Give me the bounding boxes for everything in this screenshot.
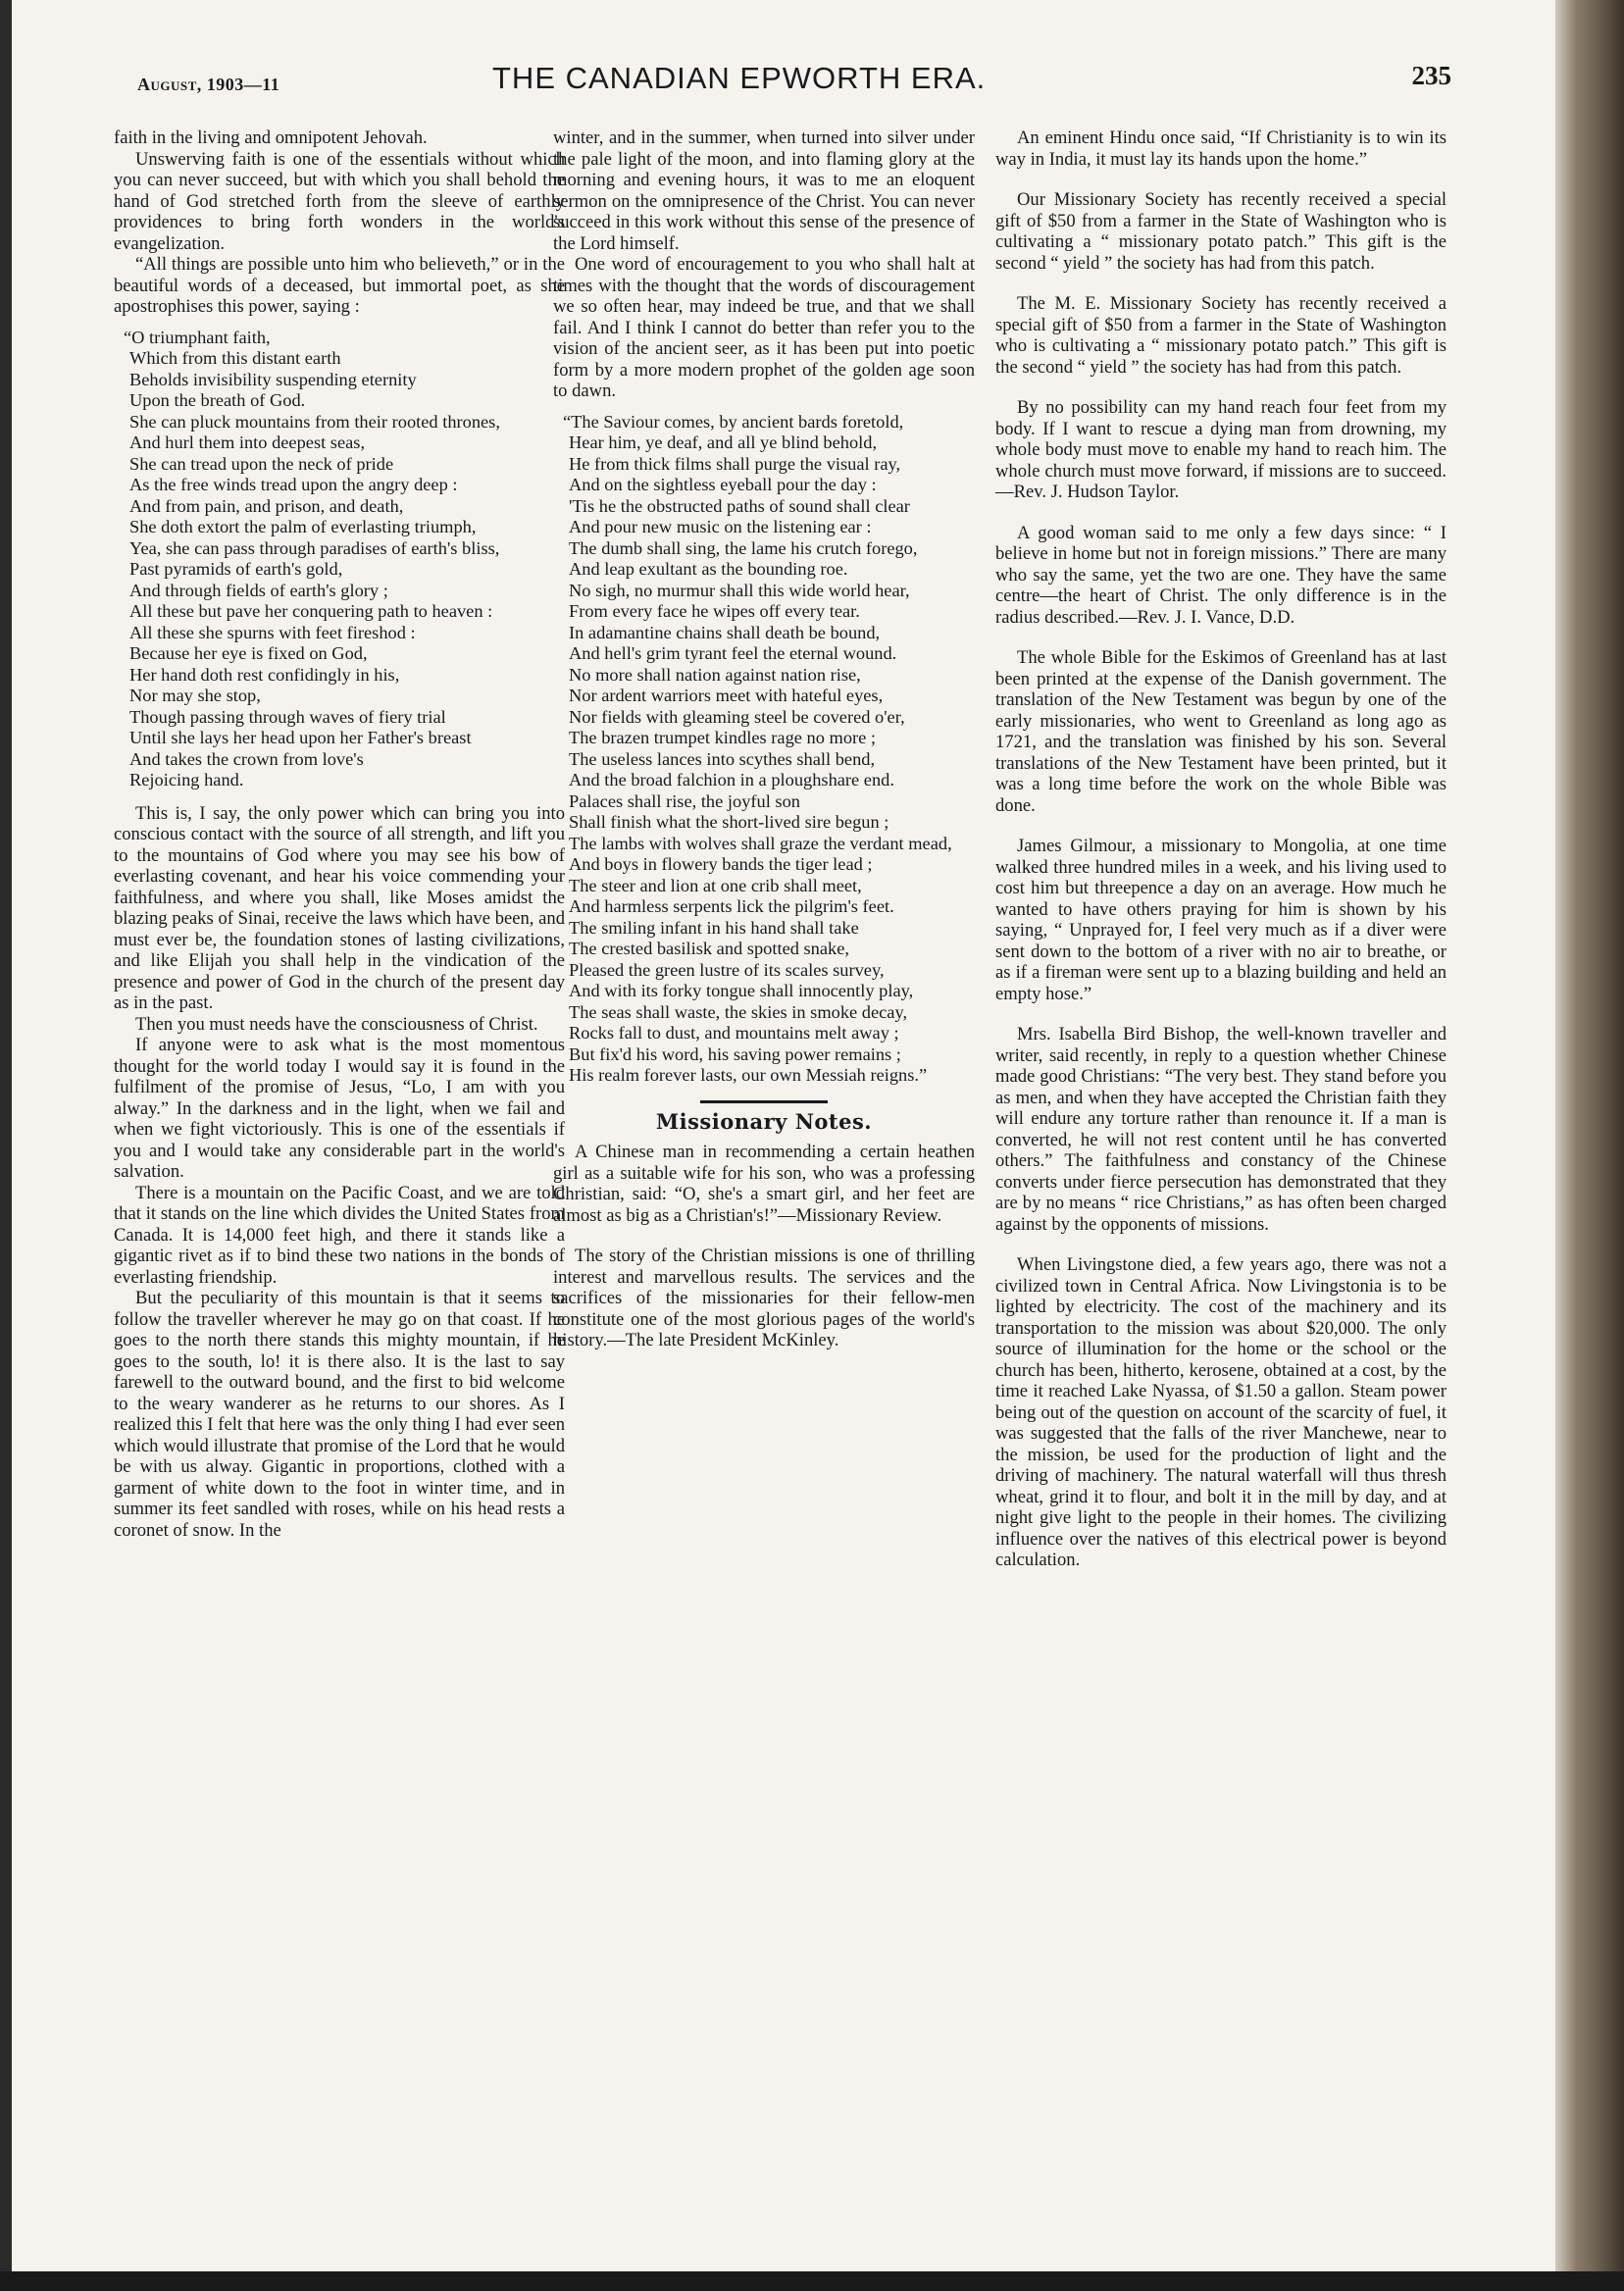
poem-line: His realm forever lasts, our own Messiah reigns.” xyxy=(569,1065,928,1085)
paragraph: The whole Bible for the Eskimos of Greenland has at last been printed at the expense of the Danish government. The translation of the New Testament was begun by one of the early missionaries, who went to Greenland as long ago as 1721, and the translation was finished by his son. Several translations of the New Testament have been printed, but it was a long time before the work on the whole Bible was done. xyxy=(995,647,1446,816)
column-3 xyxy=(995,127,1446,1571)
issue-date: August, 1903—11 xyxy=(137,75,280,94)
column-1 xyxy=(114,127,565,1541)
page-header xyxy=(127,57,1451,106)
poem-line: Because her eye is fixed on God, xyxy=(129,643,368,663)
paragraph: “All things are possible unto him who believeth,” or in the beautiful words of a deceased, but immortal poet, as she apostrophises this power, saying : xyxy=(114,254,565,317)
paragraph: The story of the Christian missions is one of thrilling interest and marvellous results. The services and the sacrifices of the missionaries for their fellow-men constitute one of the most glorious pages of the world's history.—The late President McKinley. xyxy=(553,1246,975,1350)
poem-line: Hear him, ye deaf, and all ye blind behold, xyxy=(569,433,878,452)
poem-line: And harmless serpents lick the pilgrim's feet. xyxy=(569,896,894,916)
poem-line: Her hand doth rest confidingly in his, xyxy=(129,664,400,685)
poem-line: But fix'd his word, his saving power remains ; xyxy=(569,1044,901,1064)
poem-line: Nor fields with gleaming steel be covered o'er, xyxy=(569,706,905,727)
poem-line: The lambs with wolves shall graze the verdant mead, xyxy=(569,833,952,853)
poem-line: The steer and lion at one crib shall meet, xyxy=(569,875,862,895)
paragraph: There is a mountain on the Pacific Coast, and we are told that it stands on the line which divides the United States from Canada. It is 14,000 feet high, and there it stands like a gigantic rivet as if to bind these two nations in the bonds of everlasting friendship. xyxy=(114,1182,565,1288)
poem-line: She doth extort the palm of everlasting triumph, xyxy=(129,517,477,536)
poem-line: She can tread upon the neck of pride xyxy=(129,453,394,474)
book-spine xyxy=(1555,0,1624,2291)
poem-line: “The Saviour comes, by ancient bards foretold, xyxy=(563,411,904,432)
section-heading: Missionary Notes. xyxy=(655,1108,873,1134)
poem-line: Pleased the green lustre of its scales survey, xyxy=(569,959,885,980)
paragraph: This is, I say, the only power which can bring you into conscious contact with the source of all strength, and lift you to the mountains of God where you may see his bow of everlasting covenant, and hear his voice commending your faithfulness, and where you shall, like Moses amidst the blazing peaks of Sinai, receive the laws which have been, and must ever be, the foundation stones of lasting civilizations, and like Elijah you shall help in the vindication of the presence and power of God in the church of the present day as in the past. xyxy=(114,802,565,1013)
poem-line: Nor ardent warriors meet with hateful eyes, xyxy=(569,686,884,705)
poem-line: The seas shall waste, the skies in smoke decay, xyxy=(569,1001,908,1022)
poem-line: And hurl them into deepest seas, xyxy=(129,433,366,452)
bottom-edge xyxy=(0,2271,1624,2291)
poem-line: Though passing through waves of fiery trial xyxy=(129,706,446,727)
section-rule xyxy=(700,1100,828,1103)
poem-line: And with its forky tongue shall innocently play, xyxy=(569,981,914,1000)
poem-line: Shall finish what the short-lived sire begun ; xyxy=(569,812,889,832)
paragraph: One word of encouragement to you who shall halt at times with the thought that the words of discouragement we so often hear, may indeed be true, and that we shall fail. And I think I cannot do better than refer you to the vision of the ancient seer, as it has been put into poetic form by a more modern prophet of the golden age soon to dawn. xyxy=(553,254,975,401)
paragraph: A Chinese man in recommending a certain heathen girl as a suitable wife for his son, who was a professing Christian, said: “O, she's a smart girl, and her feet are almost as big as a Christian's!”—Missionary Review. xyxy=(553,1142,975,1226)
poem-line: All these she spurns with feet fireshod : xyxy=(129,622,416,642)
poem-line: 'Tis he the obstructed paths of sound shall clear xyxy=(569,495,910,516)
poem-line: Beholds invisibility suspending eternity xyxy=(129,369,417,389)
paragraph: But the peculiarity of this mountain is that it seems to follow the traveller wherever he may go on that coast. If he goes to the north there stands this mighty mountain, if he goes to the south, lo! it is there also. It is the last to say farewell to the outward bound, and the first to bid welcome to the weary wanderer as he returns to our shores. As I realized this I felt that here was the only thing I had ever seen which would illustrate that promise of the Lord that he would be with us alway. Gigantic in proportions, clothed with a garment of white down to the foot in winter time, and in summer its feet sandled with roses, while on his head rests a coronet of snow. In the xyxy=(114,1288,565,1541)
paragraph: Our Missionary Society has recently received a special gift of $50 from a farmer in the State of Washington who is cultivating a “ missionary potato patch.” This gift is the second “ yield ” the society has had from this patch. xyxy=(995,189,1446,274)
paragraph: James Gilmour, a missionary to Mongolia, at one time walked three hundred miles in a week, and his living used to cost him but threepence a day on an average. How much he wanted to have others praying for him is shown by his saying, “ Unprayed for, I feel very much as if a diver were sent down to the bottom of a river with no air to breathe, or as if a fireman were sent up to a blazing building and held an empty hose.” xyxy=(995,836,1446,1004)
poem-line: As the free winds tread upon the angry deep : xyxy=(129,475,458,494)
poem-line: No more shall nation against nation rise, xyxy=(569,664,861,685)
poem-line: Until she lays her head upon her Father's breast xyxy=(129,728,472,747)
paragraph: faith in the living and omnipotent Jehovah. xyxy=(114,127,428,148)
poem-line: The smiling infant in his hand shall take xyxy=(569,917,859,938)
poem-line: And hell's grim tyrant feel the eternal wound. xyxy=(569,643,897,663)
poem-line: Upon the breath of God. xyxy=(129,390,306,410)
poem-line: Past pyramids of earth's gold, xyxy=(129,559,343,579)
poem-line: And from pain, and prison, and death, xyxy=(129,495,404,516)
poem-line: And on the sightless eyeball pour the day : xyxy=(569,475,877,494)
paragraph: When Livingstone died, a few years ago, there was not a civilized town in Central Africa. Now Livingstonia is to be lighted by electricity. The cost of the machinery and its transportation to the mission was about $20,000. The only source of illumination for the home or the school or the church has been, hitherto, kerosene, obtained at a cost, by the time it reached Lake Nyassa, of $1.50 a gallon. Steam power being out of the question on account of the scarcity of fuel, it was suggested that the falls of the river Manchewe, near to the mission, be used for the production of light and the driving of machinery. The natural waterfall will thus thresh wheat, grind it to flour, and bolt it in the mill by day, and at night give light to the people in their homes. The civilizing influence over the natives of this electrical power is beyond calculation. xyxy=(995,1254,1446,1570)
poem-line: All these but pave her conquering path to heaven : xyxy=(129,601,493,621)
poem-line: Yea, she can pass through paradises of earth's bliss, xyxy=(129,537,500,558)
magazine-page xyxy=(12,0,1556,2275)
paragraph: An eminent Hindu once said, “If Christianity is to win its way in India, it must lay its hands upon the home.” xyxy=(995,127,1446,170)
poem-line: And through fields of earth's glory ; xyxy=(129,580,388,600)
poem-line: From every face he wipes off every tear. xyxy=(569,601,860,621)
paragraph: The M. E. Missionary Society has recently received a special gift of $50 from a farmer in the State of Washington who is cultivating a “ missionary potato patch.” This gift is the second “ yield ” the society has had from this patch. xyxy=(995,293,1446,378)
poem-line: In adamantine chains shall death be bound, xyxy=(569,622,881,642)
poem-line: Rocks fall to dust, and mountains melt away ; xyxy=(569,1023,899,1043)
poem-line: The useless lances into scythes shall bend, xyxy=(569,748,876,769)
paragraph: winter, and in the summer, when turned into silver under the pale light of the moon, and into flaming glory at the morning and evening hours, it was to me an eloquent sermon on the omnipresence of the Christ. You can never succeed in this work without this sense of the presence of the Lord himself. xyxy=(553,127,975,254)
poem-line: Nor may she stop, xyxy=(129,686,261,705)
poem-line: And takes the crown from love's xyxy=(129,748,364,769)
poem-line: The dumb shall sing, the lame his crutch forego, xyxy=(569,537,918,558)
paragraph: Unswerving faith is one of the essentials without which you can never succeed, but with which you shall behold the hand of God stretched forth from the sleeve of earthly providences to bring forth wonders in the world's evangelization. xyxy=(114,148,565,254)
poem-line: And the broad falchion in a ploughshare end. xyxy=(569,770,894,789)
poem-line: And pour new music on the listening ear : xyxy=(569,517,872,536)
column-2 xyxy=(553,127,975,1351)
poem-line: And leap exultant as the bounding roe. xyxy=(569,559,848,579)
paragraph: Then you must needs have the consciousness of Christ. xyxy=(135,1013,538,1035)
paragraph: If anyone were to ask what is the most momentous thought for the world today I would say it is found in the fulfilment of the promise of Jesus, “Lo, I am with you alway.” In the darkness and in the light, when we fail and when we fight victoriously. This is one of the essentials if you and I would take any considerable part in the world's salvation. xyxy=(114,1035,565,1182)
poem-line: The brazen trumpet kindles rage no more ; xyxy=(569,728,877,747)
poem-line: No sigh, no murmur shall this wide world hear, xyxy=(569,580,910,600)
poem-line: Rejoicing hand. xyxy=(129,770,244,789)
poem-line: He from thick films shall purge the visual ray, xyxy=(569,453,901,474)
page-number: 235 xyxy=(1411,61,1451,90)
paragraph: Mrs. Isabella Bird Bishop, the well-known traveller and writer, said recently, in reply to a question whether Chinese made good Christians: “The very best. They stand before you as men, and when they have accepted the Christian faith they will endure any torture rather than renounce it. If a man is converted, he will not rest content until he has converted others.” The faithfulness and constancy of the Chinese converts under fierce persecution has demonstrated that they are by no means “ rice Christians,” as has often been charged against by the opponents of missions. xyxy=(995,1024,1446,1235)
poem-faith xyxy=(124,328,565,791)
publication-title: THE CANADIAN EPWORTH ERA. xyxy=(492,61,987,95)
poem-line: The crested basilisk and spotted snake, xyxy=(569,939,849,958)
poem-line: She can pluck mountains from their rooted thrones, xyxy=(129,411,500,432)
paragraph: By no possibility can my hand reach four feet from my body. If I want to rescue a dying man from drowning, my whole body must move to enable my hand to reach him. The whole church must move forward, if missions are to succeed.—Rev. J. Hudson Taylor. xyxy=(995,397,1446,502)
paragraph: A good woman said to me only a few days since: “ I believe in home but not in foreign missions.” There are many who say the same, yet the two are one. They have the same centre—the heart of Christ. The only difference is in the radius described.—Rev. J. I. Vance, D.D. xyxy=(995,522,1446,628)
poem-line: “O triumphant faith, xyxy=(124,327,271,347)
poem-line: Which from this distant earth xyxy=(129,348,341,368)
poem-line: And boys in flowery bands the tiger lead ; xyxy=(569,854,873,874)
poem-messiah xyxy=(563,412,975,1087)
poem-line: Palaces shall rise, the joyful son xyxy=(569,790,800,811)
